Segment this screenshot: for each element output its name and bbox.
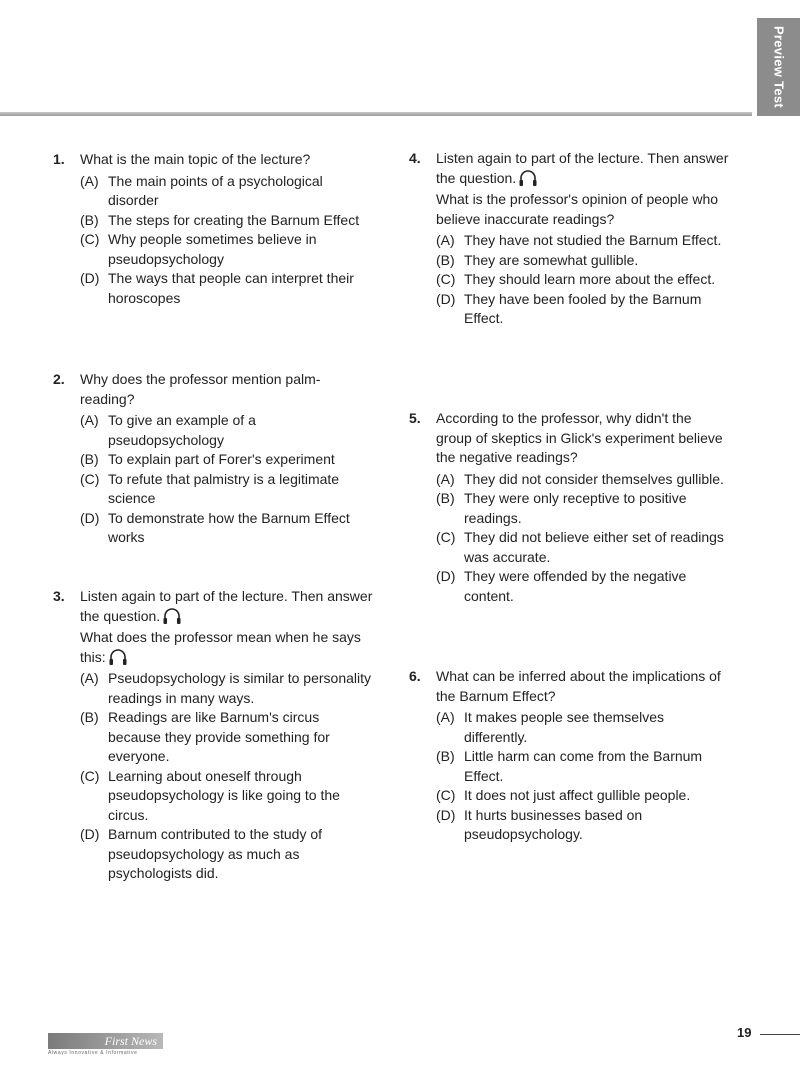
option-letter: (D) bbox=[80, 509, 100, 526]
question-stem: According to the professor, why didn't the group of skeptics in Glick's experiment believe the negative readings? bbox=[436, 410, 723, 465]
option-a[interactable] bbox=[80, 411, 373, 450]
option-b[interactable] bbox=[436, 747, 729, 786]
question-stem: Why does the professor mention palm-reading? bbox=[80, 371, 321, 407]
option-c[interactable] bbox=[80, 470, 373, 509]
option-a[interactable] bbox=[436, 470, 729, 490]
option-letter: (C) bbox=[436, 271, 456, 287]
option-text: Learning about oneself through pseudopsychology is like going to the circus. bbox=[108, 767, 340, 823]
option-letter: (A) bbox=[436, 470, 455, 487]
option-text: They should learn more about the effect. bbox=[464, 271, 716, 287]
option-b[interactable] bbox=[436, 251, 729, 271]
question-2 bbox=[53, 370, 373, 548]
option-list bbox=[80, 172, 373, 309]
section-tab bbox=[757, 18, 800, 116]
option-text: They did not believe either set of readings was accurate. bbox=[464, 529, 724, 565]
option-d[interactable] bbox=[436, 567, 729, 606]
question-stem: What can be inferred about the implications of the Barnum Effect? bbox=[436, 668, 721, 704]
option-text: They have not studied the Barnum Effect. bbox=[464, 232, 722, 248]
option-letter: (D) bbox=[436, 806, 456, 823]
option-text: It makes people see themselves differently. bbox=[464, 709, 664, 745]
option-letter: (C) bbox=[436, 529, 456, 545]
option-letter: (D) bbox=[80, 826, 100, 842]
option-text: To give an example of a pseudopsychology bbox=[108, 412, 256, 448]
option-b[interactable] bbox=[80, 450, 373, 470]
option-letter: (D) bbox=[436, 290, 456, 307]
option-text: Readings are like Barnum's circus because they provide something for everyone. bbox=[108, 709, 330, 764]
question-6 bbox=[409, 667, 729, 845]
option-letter: (A) bbox=[436, 232, 455, 248]
page-number-rule bbox=[760, 1034, 800, 1035]
option-text: The main points of a psychological disorder bbox=[108, 172, 323, 208]
question-number: 3. bbox=[53, 588, 65, 604]
option-d[interactable] bbox=[436, 290, 729, 329]
option-letter: (C) bbox=[80, 231, 100, 247]
question-sub: What is the professor's opinion of people who believe inaccurate readings? bbox=[436, 191, 719, 227]
option-c[interactable] bbox=[436, 270, 729, 290]
question-number: 6. bbox=[409, 668, 421, 684]
option-letter: (B) bbox=[80, 451, 99, 467]
section-tab-label: Preview Test bbox=[771, 25, 786, 109]
option-b[interactable] bbox=[436, 489, 729, 528]
headphones-icon[interactable] bbox=[162, 607, 182, 625]
option-letter: (D) bbox=[80, 270, 100, 286]
option-list bbox=[80, 669, 373, 884]
question-number: 5. bbox=[409, 410, 421, 426]
option-a[interactable] bbox=[80, 172, 373, 211]
option-d[interactable] bbox=[436, 806, 729, 845]
option-list bbox=[436, 708, 729, 845]
option-letter: (A) bbox=[80, 412, 99, 428]
question-sub-wrap bbox=[80, 628, 373, 667]
header-rule bbox=[0, 112, 752, 116]
option-letter: (C) bbox=[436, 787, 456, 803]
question-1 bbox=[53, 150, 373, 308]
option-c[interactable] bbox=[436, 786, 729, 806]
option-letter: (B) bbox=[80, 211, 99, 228]
question-stem: Listen again to part of the lecture. Then answer the question. bbox=[436, 150, 729, 186]
option-text: They have been fooled by the Barnum Effect. bbox=[464, 290, 702, 326]
question-4 bbox=[409, 149, 729, 329]
option-text: To demonstrate how the Barnum Effect works bbox=[108, 509, 350, 545]
option-letter: (B) bbox=[436, 490, 455, 506]
option-text: Why people sometimes believe in pseudopsychology bbox=[108, 231, 317, 267]
question-number: 1. bbox=[53, 151, 65, 167]
option-letter: (A) bbox=[80, 670, 99, 686]
question-stem: Listen again to part of the lecture. Then answer the question. bbox=[80, 588, 373, 624]
option-list bbox=[436, 470, 729, 607]
option-c[interactable] bbox=[436, 528, 729, 567]
publisher-tagline: Always Innovative & Informative bbox=[48, 1050, 138, 1056]
option-a[interactable] bbox=[80, 669, 373, 708]
publisher-logo bbox=[48, 1033, 163, 1049]
option-letter: (D) bbox=[436, 568, 456, 584]
option-letter: (B) bbox=[436, 251, 455, 268]
question-stem: What is the main topic of the lecture? bbox=[80, 151, 311, 167]
publisher-logo-text: First News bbox=[104, 1034, 157, 1048]
question-stem-wrap bbox=[80, 587, 373, 626]
option-text: To refute that palmistry is a legitimate science bbox=[108, 470, 340, 506]
question-5 bbox=[409, 409, 729, 606]
option-b[interactable] bbox=[80, 211, 373, 231]
question-stem-wrap bbox=[436, 149, 729, 188]
option-list bbox=[436, 231, 729, 329]
option-list bbox=[80, 411, 373, 548]
option-b[interactable] bbox=[80, 708, 373, 767]
option-text: They were only receptive to positive readings. bbox=[464, 490, 687, 526]
option-text: It hurts businesses based on pseudopsychology. bbox=[464, 806, 643, 842]
question-3 bbox=[53, 587, 373, 884]
option-c[interactable] bbox=[80, 767, 373, 826]
option-text: Barnum contributed to the study of pseudopsychology as much as psychologists did. bbox=[108, 826, 323, 881]
option-text: Little harm can come from the Barnum Effect. bbox=[464, 748, 703, 784]
option-text: They did not consider themselves gullible. bbox=[464, 470, 724, 487]
option-c[interactable] bbox=[80, 230, 373, 269]
option-letter: (A) bbox=[80, 172, 99, 189]
option-text: It does not just affect gullible people. bbox=[464, 787, 691, 803]
option-text: They are somewhat gullible. bbox=[464, 251, 639, 268]
option-d[interactable] bbox=[80, 825, 373, 884]
option-d[interactable] bbox=[80, 269, 373, 308]
option-letter: (A) bbox=[436, 709, 455, 725]
question-sub: What does the professor mean when he says this: bbox=[80, 629, 361, 665]
option-text: They were offended by the negative content. bbox=[464, 568, 687, 604]
headphones-icon[interactable] bbox=[108, 648, 128, 666]
option-text: The ways that people can interpret their horoscopes bbox=[108, 270, 354, 306]
option-letter: (B) bbox=[436, 748, 455, 764]
option-text: Pseudopsychology is similar to personality readings in many ways. bbox=[108, 670, 372, 706]
option-letter: (B) bbox=[80, 709, 99, 725]
option-a[interactable] bbox=[436, 231, 729, 251]
option-text: To explain part of Forer's experiment bbox=[108, 451, 335, 467]
page-number: 19 bbox=[737, 1025, 752, 1040]
option-letter: (C) bbox=[80, 767, 100, 784]
option-d[interactable] bbox=[80, 509, 373, 548]
option-text: The steps for creating the Barnum Effect bbox=[108, 211, 360, 228]
headphones-icon[interactable] bbox=[518, 169, 538, 187]
option-a[interactable] bbox=[436, 708, 729, 747]
option-letter: (C) bbox=[80, 470, 100, 487]
question-number: 4. bbox=[409, 150, 421, 166]
question-number: 2. bbox=[53, 371, 65, 387]
